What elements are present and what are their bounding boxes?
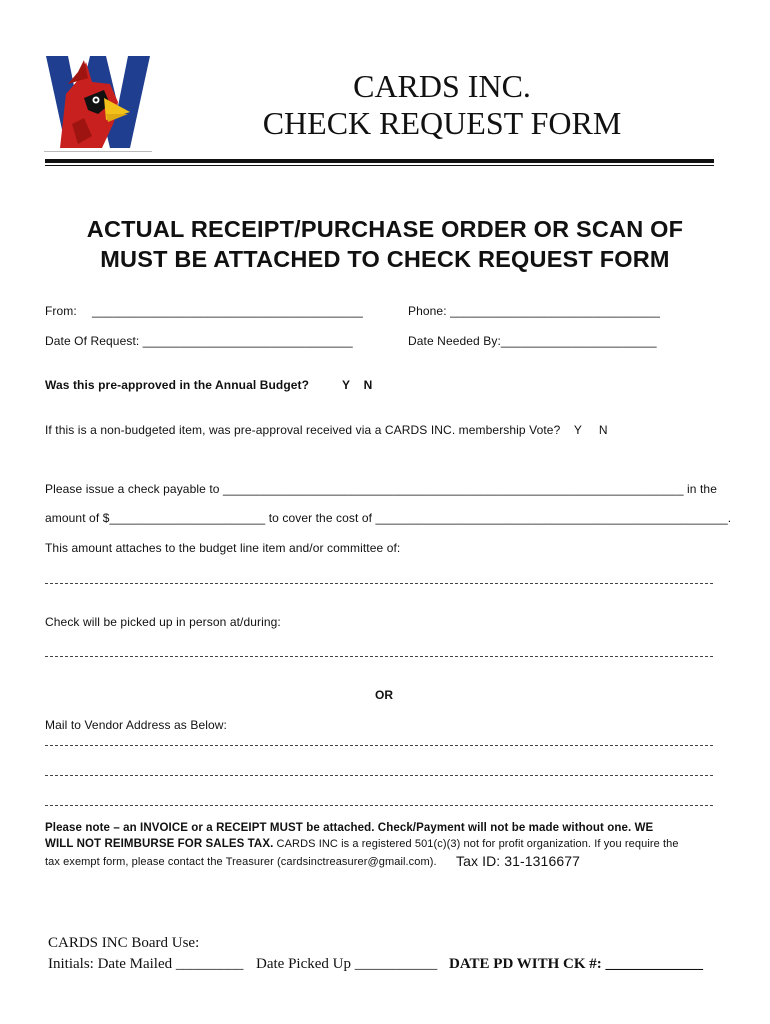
budget-line-label: This amount attaches to the budget line item and/or committee of: <box>45 541 401 555</box>
form-title: CHECK REQUEST FORM <box>262 105 622 141</box>
tax-id: Tax ID: 31-1316677 <box>456 853 580 869</box>
pickup-label: Check will be picked up in person at/during: <box>45 615 281 629</box>
from-label: From: <box>45 304 77 318</box>
vendor-address-line-1[interactable] <box>45 745 713 746</box>
preapproved-question: Was this pre-approved in the Annual Budget? <box>45 378 310 392</box>
notice-line3: tax exempt form, please contact the Treasurer (cardsinctreasurer@gmail.com). <box>45 856 437 868</box>
header-rule-thin <box>45 165 714 166</box>
header-rule-thick <box>45 159 714 163</box>
vendor-address-line-2[interactable] <box>45 775 713 776</box>
notice-line1: Please note – an INVOICE or a RECEIPT MUST be attached. Check/Payment will not be made without one. WE <box>45 822 654 834</box>
date-needed-field[interactable]: Date Needed By:_______________________ <box>408 334 657 348</box>
from-field[interactable]: ________________________________________ <box>92 304 363 318</box>
preapproved-yes-no[interactable]: Y N <box>342 378 373 392</box>
board-use-heading: CARDS INC Board Use: <box>48 935 200 951</box>
phone-field[interactable]: Phone: _______________________________ <box>408 304 661 318</box>
pickup-blank[interactable] <box>45 656 713 657</box>
date-paid-check-field[interactable]: DATE PD WITH CK #: _____________ <box>449 956 704 972</box>
notice-line2 <box>45 838 679 850</box>
vendor-address-line-3[interactable] <box>45 805 713 806</box>
or-separator: OR <box>375 688 394 702</box>
nonbudget-question[interactable]: If this is a non-budgeted item, was pre-approval received via a CARDS INC. membership Vote? Y N <box>45 423 608 437</box>
attachment-banner-line2: MUST BE ATTACHED TO CHECK REQUEST FORM <box>100 246 670 272</box>
attachment-banner-line1: ACTUAL RECEIPT/PURCHASE ORDER OR SCAN OF <box>86 216 684 242</box>
date-of-request-field[interactable]: Date Of Request: _______________________________ <box>45 334 353 348</box>
notice-sales-tax: WILL NOT REIMBURSE FOR SALES TAX. <box>45 838 274 850</box>
form-org-title: CARDS INC. <box>353 68 531 104</box>
date-picked-up-field[interactable]: Date Picked Up ___________ <box>256 956 438 972</box>
payable-to-field[interactable]: Please issue a check payable to ____________________________________________________________________ in the <box>45 482 717 496</box>
initials-date-mailed-field[interactable]: Initials: Date Mailed _________ <box>48 956 244 972</box>
notice-501c3: CARDS INC is a registered 501(c)(3) not for profit organization. If you require the <box>273 838 679 850</box>
budget-line-blank[interactable] <box>45 583 713 584</box>
amount-field[interactable]: amount of $_______________________ to cover the cost of ____________________________________________________. <box>45 511 732 525</box>
cards-logo <box>44 54 152 152</box>
mail-vendor-label: Mail to Vendor Address as Below: <box>45 718 227 732</box>
logo-divider <box>44 151 152 152</box>
